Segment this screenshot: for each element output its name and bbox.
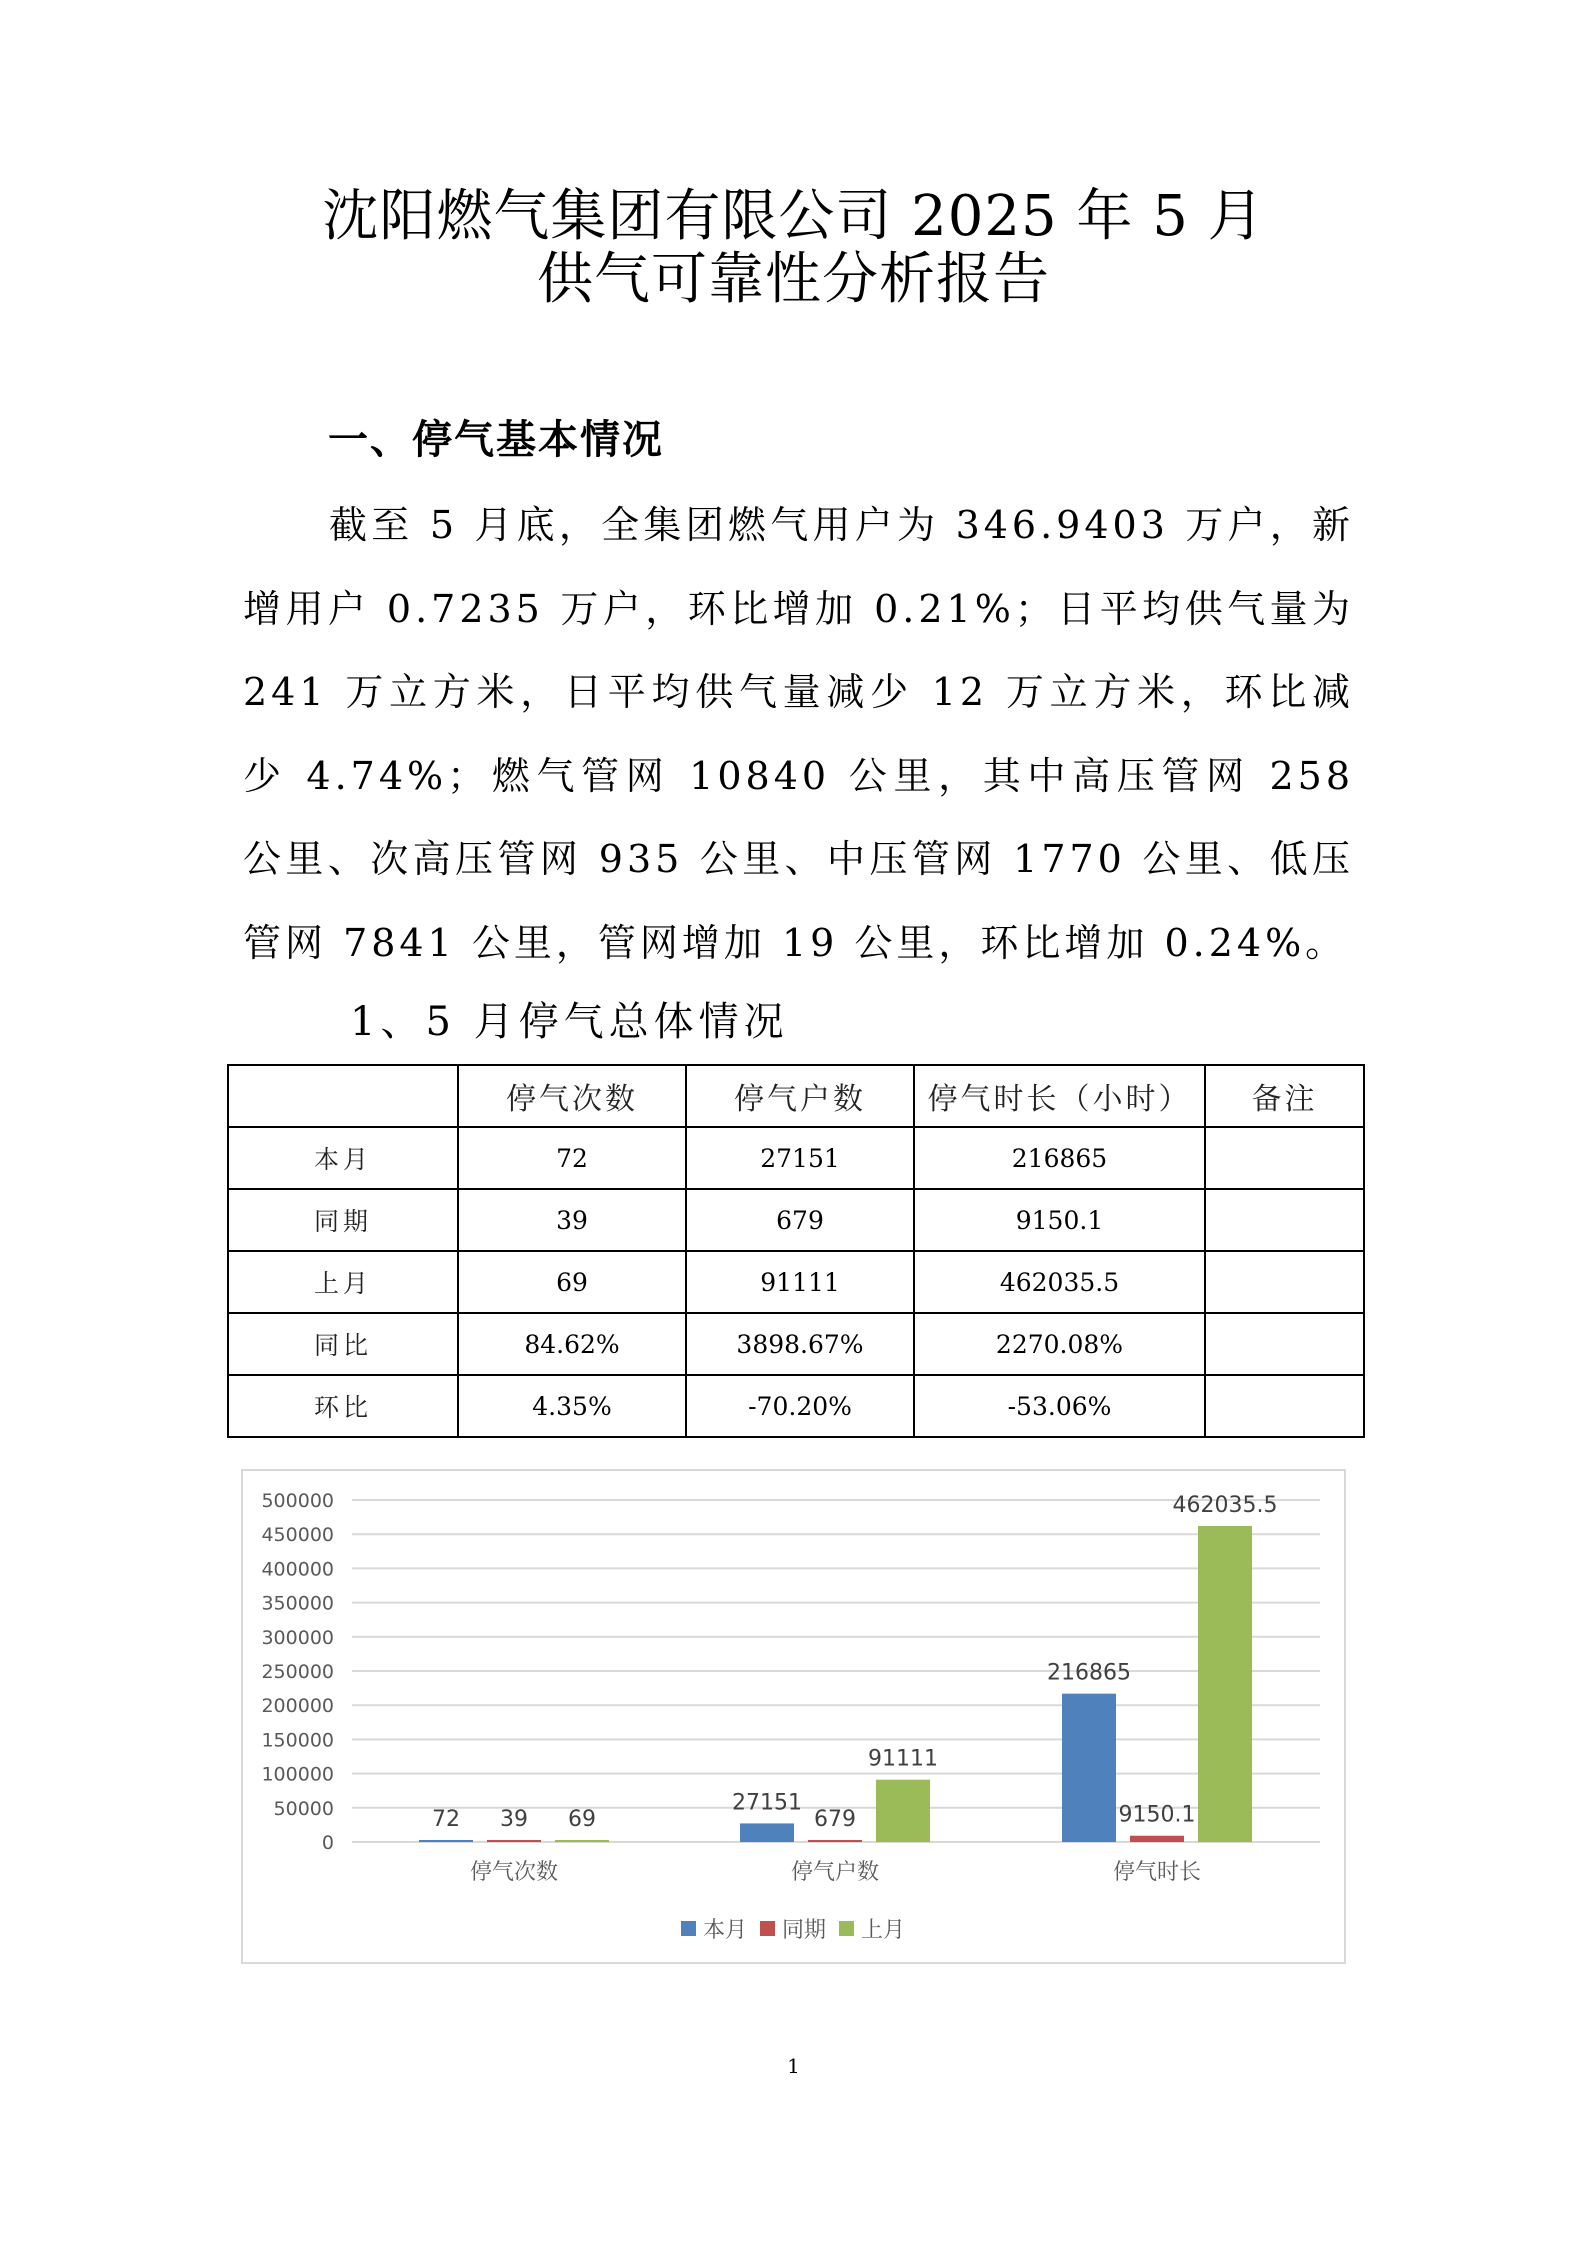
y-tick-label: 500000 xyxy=(261,1490,334,1512)
y-tick-label: 300000 xyxy=(261,1626,334,1649)
legend-label: 上月 xyxy=(861,1918,906,1943)
table-row xyxy=(228,1313,1364,1375)
legend-label: 同期 xyxy=(782,1918,827,1943)
subsection-heading: 1、5 月停气总体情况 xyxy=(350,999,789,1045)
cell-count: 72 xyxy=(458,1127,686,1189)
legend-label: 本月 xyxy=(703,1918,748,1943)
table-row xyxy=(228,1127,1364,1189)
cell-note xyxy=(1205,1127,1364,1189)
data-label: 91111 xyxy=(868,1746,938,1772)
bar-上月-停气户数 xyxy=(876,1780,930,1842)
bar-本月-停气户数 xyxy=(740,1823,794,1842)
table-header-cell xyxy=(228,1065,458,1127)
y-tick-label: 200000 xyxy=(261,1695,334,1718)
y-tick-label: 50000 xyxy=(273,1797,334,1820)
cell-count: 4.35% xyxy=(458,1375,686,1437)
legend-swatch xyxy=(681,1921,696,1936)
data-label: 462035.5 xyxy=(1172,1492,1278,1518)
table-header-row xyxy=(228,1065,1364,1127)
legend-swatch xyxy=(760,1921,775,1936)
outage-summary-table xyxy=(227,1064,1365,1438)
bar-本月-停气次数 xyxy=(419,1840,473,1842)
y-tick-label: 350000 xyxy=(261,1592,334,1615)
bar-同期-停气次数 xyxy=(487,1840,541,1842)
cell-households: 27151 xyxy=(686,1127,914,1189)
bar-上月-停气次数 xyxy=(555,1840,609,1842)
row-label: 上月 xyxy=(228,1251,458,1313)
table-header-cell: 停气时长（小时） xyxy=(914,1065,1205,1127)
cell-duration: 2270.08% xyxy=(914,1313,1205,1375)
cell-households: -70.20% xyxy=(686,1375,914,1437)
cell-households: 679 xyxy=(686,1189,914,1251)
row-label: 环比 xyxy=(228,1375,458,1437)
cell-count: 84.62% xyxy=(458,1313,686,1375)
bar-本月-停气时长 xyxy=(1062,1694,1116,1842)
row-label: 本月 xyxy=(228,1127,458,1189)
data-label: 39 xyxy=(500,1807,528,1832)
cell-count: 69 xyxy=(458,1251,686,1313)
cell-note xyxy=(1205,1313,1364,1375)
table-row xyxy=(228,1375,1364,1437)
cell-households: 3898.67% xyxy=(686,1313,914,1375)
document-title-line-2: 供气可靠性分析报告 xyxy=(537,247,1050,312)
bar-同期-停气户数 xyxy=(808,1840,862,1842)
y-tick-label: 450000 xyxy=(261,1524,334,1547)
table-header-cell: 停气次数 xyxy=(458,1065,686,1127)
table-row xyxy=(228,1189,1364,1251)
y-tick-label: 150000 xyxy=(261,1729,334,1752)
table-header-cell: 备注 xyxy=(1205,1065,1364,1127)
document-title-line-1: 沈阳燃气集团有限公司 2025 年 5 月 xyxy=(322,184,1265,249)
table-row xyxy=(228,1251,1364,1313)
summary-paragraph: 截至 5 月底，全集团燃气用户为 346.9403 万户，新增用户 0.7235 万户，环比增加 0.21%；日平均供气量为 241 万立方米，日平均供气量减少 12 万立方米，环比减少 4.74%；燃气管网 10840 公里，其中高压管网 258 公里、次高压管网 935 公里、中压管网 1770 公里、低压管网 7841 公里，管网增加 19 公里，环比增加 0.24%。 xyxy=(243,503,1354,965)
data-label: 679 xyxy=(814,1807,856,1832)
cell-duration: 9150.1 xyxy=(914,1189,1205,1251)
bar-同期-停气时长 xyxy=(1130,1836,1184,1842)
y-tick-label: 250000 xyxy=(261,1661,334,1683)
page-number: 1 xyxy=(787,2054,800,2078)
cell-duration: 216865 xyxy=(914,1127,1205,1189)
legend-swatch xyxy=(839,1921,854,1936)
y-tick-label: 100000 xyxy=(261,1763,334,1786)
data-label: 72 xyxy=(432,1807,460,1832)
cell-note xyxy=(1205,1251,1364,1313)
x-category-label: 停气次数 xyxy=(469,1860,559,1885)
row-label: 同期 xyxy=(228,1189,458,1251)
cell-note xyxy=(1205,1375,1364,1437)
row-label: 同比 xyxy=(228,1313,458,1375)
cell-duration: -53.06% xyxy=(914,1375,1205,1437)
cell-households: 91111 xyxy=(686,1251,914,1313)
x-category-label: 停气时长 xyxy=(1112,1860,1202,1885)
data-label: 27151 xyxy=(732,1790,802,1816)
data-label: 216865 xyxy=(1047,1660,1131,1686)
data-label: 9150.1 xyxy=(1118,1802,1196,1828)
table-header-cell: 停气户数 xyxy=(686,1065,914,1127)
cell-note xyxy=(1205,1189,1364,1251)
cell-duration: 462035.5 xyxy=(914,1251,1205,1313)
bar-上月-停气时长 xyxy=(1198,1526,1252,1842)
cell-count: 39 xyxy=(458,1189,686,1251)
y-tick-label: 0 xyxy=(321,1832,334,1854)
section-heading: 一、停气基本情况 xyxy=(328,417,664,463)
outage-bar-chart xyxy=(241,1469,1346,1964)
y-tick-label: 400000 xyxy=(261,1558,334,1581)
data-label: 69 xyxy=(568,1807,596,1832)
chart-canvas xyxy=(243,1471,1348,1966)
x-category-label: 停气户数 xyxy=(790,1860,880,1885)
